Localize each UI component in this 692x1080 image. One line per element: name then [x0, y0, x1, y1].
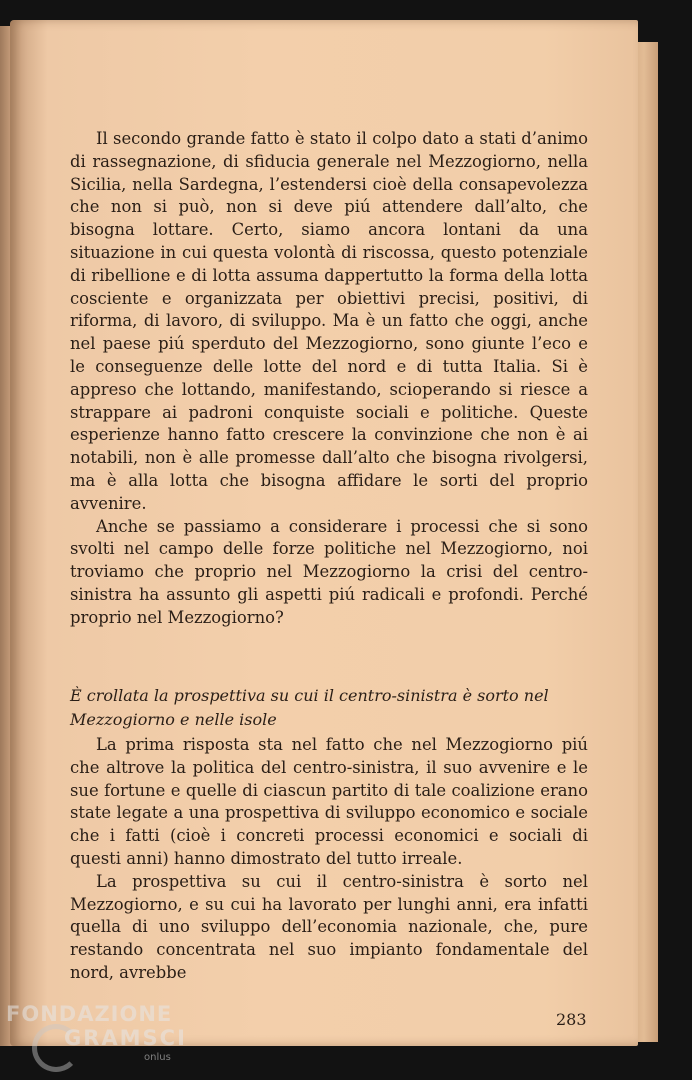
paragraph-4: La prospettiva su cui il centro-sinistra è sorto nel Mezzogiorno, e su cui ha lavorato per lunghi anni, era infatti quella di uno sviluppo dell’economia nazionale, che, pure restando concentrata nel suo impianto fondamentale del nord, avrebbe — [70, 871, 588, 982]
body-text-lower — [70, 734, 588, 985]
fondazione-gramsci-watermark — [6, 1002, 206, 1072]
section-heading: È crollata la prospettiva su cui il centro-sinistra è sorto nel Mezzogiorno e nelle isole — [70, 686, 549, 729]
body-text-upper — [70, 128, 588, 630]
book-page — [10, 20, 638, 1046]
paragraph-3: La prima risposta sta nel fatto che nel Mezzogiorno piú che altrove la politica del centro-sinistra, il suo avvenire e le sue fortune e quelle di ciascun partito di tale coalizione erano state legate a una prospettiva di sviluppo economico e sociale che i fatti (cioè i concreti processi economici e sociali di questi anni) hanno dimostrato del tutto irreale. — [70, 735, 588, 868]
watermark-tag: onlus — [144, 1052, 171, 1063]
paragraph-1: Il secondo grande fatto è stato il colpo dato a stati d’animo di rassegnazione, di sfiducia generale nel Mezzogiorno, nella Sicilia, nella Sardegna, l’estendersi cioè della consapevolezza che non si può, non si deve piú attendere dall’alto, che bisogna lottare. Certo, siamo ancora lontani da una situazione in cui questa volontà di riscossa, questo potenziale di ribellione e di lotta assuma dappertutto la forma della lotta cosciente e organizzata per obiettivi precisi, positivi, di riforma, di lavoro, di sviluppo. Ma è un fatto che oggi, anche nel paese piú sperduto del Mezzogiorno, sono giunte l’eco e le conseguenze delle lotte del nord e di tutta Italia. Si è appreso che lottando, manifestando, scioperando si riesce a strappare ai padroni conquiste sociali e politiche. Queste esperienze hanno fatto crescere la convinzione che non è ai notabili, non è alle promesse dall’alto che bisogna rivolgersi, ma è alla lotta che bisogna affidare le sorti del proprio avvenire. — [70, 129, 588, 513]
paragraph-2: Anche se passiamo a considerare i processi che si sono svolti nel campo delle forze politiche nel Mezzogiorno, noi troviamo che proprio nel Mezzogiorno la crisi del centro-sinistra ha assunto gli aspetti piú radicali e profondi. Perché proprio nel Mezzogiorno? — [70, 516, 588, 627]
watermark-line1: FONDAZIONE — [6, 1002, 173, 1026]
page-number: 283 — [556, 1010, 587, 1029]
watermark-line2: GRAMSCI — [64, 1026, 187, 1050]
